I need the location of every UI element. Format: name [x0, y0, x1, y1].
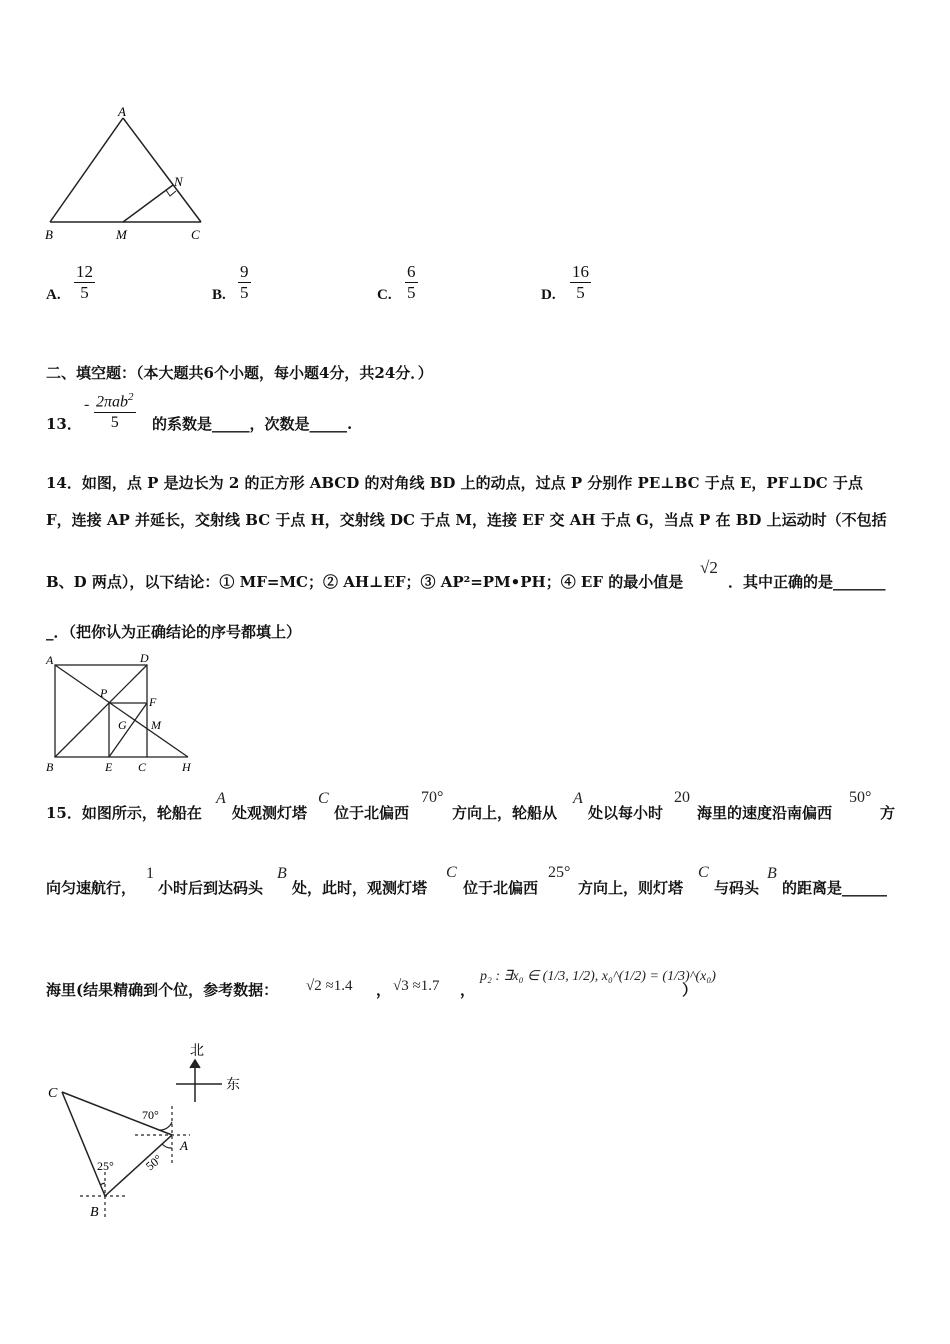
q15-l3-comma2: ， — [460, 981, 476, 999]
q13-frac-den: 5 — [110, 414, 119, 432]
option-a-fraction — [74, 262, 95, 303]
q15-l1-20: 20 — [674, 789, 690, 806]
q15-l3-p2: p₂ : ∃x₀ ∈ (1/3, 1/2), x₀^(1/2) = (1/3)^(x₀) — [480, 969, 716, 984]
q15-l2-C2: C — [698, 864, 709, 881]
q15-l2-25: 25° — [548, 864, 571, 881]
sq-label-P: P — [100, 686, 108, 700]
q15-l2-g: 的距离是______ — [782, 879, 888, 897]
triangle-figure — [40, 100, 220, 245]
q13-frac-sup: 2 — [128, 391, 134, 403]
label-M: M — [116, 227, 127, 242]
option-b-den: 5 — [240, 283, 249, 302]
option-c-fraction — [405, 262, 418, 303]
q14-line4: _．（把你认为正确结论的序号都填上） — [46, 623, 302, 641]
q15-l1-c: 位于北偏西 — [334, 804, 410, 822]
q15-l2-a: 向匀速航行， — [46, 879, 137, 897]
q15-l3-end: ） — [682, 981, 698, 999]
option-d-den: 5 — [576, 283, 585, 302]
sq-label-M: M — [151, 718, 161, 732]
q15-l1-d: 方向上，轮船从 — [452, 804, 558, 822]
option-d-num: 16 — [572, 262, 589, 281]
q15-l2-B: B — [277, 865, 287, 882]
q14-sqrt2: √2 — [700, 558, 718, 577]
sq-label-F: F — [149, 695, 157, 709]
sq-label-H: H — [182, 760, 191, 774]
nav-label-B: B — [90, 1205, 99, 1220]
q15-l2-e: 方向上，则灯塔 — [578, 879, 684, 897]
sq-label-E: E — [105, 760, 113, 774]
q15-l2-d: 位于北偏西 — [463, 879, 539, 897]
q15-l3-comma: ， — [376, 981, 392, 999]
q15-l2-B2: B — [767, 865, 777, 882]
q14-line2: F，连接 AP 并延长，交射线 BC 于点 H，交射线 DC 于点 M，连接 EF 交 AH 于点 G，当点 P 在 BD 上运动时（不包括 — [46, 511, 887, 529]
q15-l1-b: 处观测灯塔 — [232, 804, 308, 822]
angle-25: 25° — [97, 1159, 114, 1173]
option-b-fraction — [238, 262, 251, 303]
q14-line3-a: B、D 两点），以下结论：① MF=MC；② AH⊥EF；③ AP²=PM•PH；④ EF 的最小值是 — [46, 573, 684, 591]
option-d-letter: D. — [541, 287, 556, 303]
q13-number: 13． — [46, 415, 82, 433]
q15-l2-c: 处，此时，观测灯塔 — [292, 879, 428, 897]
q15-l1-e: 处以每小时 — [588, 804, 664, 822]
q15-l1-50: 50° — [849, 789, 872, 806]
label-N: N — [174, 174, 183, 189]
option-c-den: 5 — [407, 283, 416, 302]
q15-l1-f: 海里的速度沿南偏西 — [697, 804, 833, 822]
q15-l2-f: 与码头 — [714, 879, 760, 897]
q13-fraction — [94, 387, 136, 433]
option-a-den: 5 — [80, 283, 89, 302]
navigation-figure — [40, 1040, 260, 1225]
q15-l3-a: 海里(结果精确到个位，参考数据： — [46, 981, 279, 999]
option-d-fraction — [570, 262, 591, 303]
nav-label-C: C — [48, 1086, 58, 1101]
north-label: 北 — [190, 1044, 204, 1059]
q14-line1: 14．如图，点 P 是边长为 2 的正方形 ABCD 的对角线 BD 上的动点，过点 P 分别作 PE⊥BC 于点 E，PF⊥DC 于点 — [46, 474, 863, 492]
option-b-num: 9 — [240, 262, 249, 281]
option-a-letter: A. — [46, 287, 61, 303]
east-label: 东 — [226, 1078, 240, 1093]
square-figure — [40, 650, 200, 775]
angle-70: 70° — [142, 1108, 159, 1122]
q15-l1-A: A — [216, 790, 226, 807]
q13-text: 的系数是_____，次数是_____. — [152, 415, 353, 433]
q15-l1-a: 15．如图所示，轮船在 — [46, 804, 202, 822]
q14-line3-b: ．其中正确的是_______ — [728, 573, 886, 591]
option-c-num: 6 — [407, 262, 416, 281]
q15-l1-70: 70° — [421, 789, 444, 806]
option-c-letter: C. — [377, 287, 392, 303]
sq-label-D: D — [140, 651, 149, 665]
q13-minus: - — [84, 396, 90, 413]
nav-label-A: A — [180, 1138, 188, 1153]
q15-l2-b: 小时后到达码头 — [158, 879, 264, 897]
q15-l2-C: C — [446, 864, 457, 881]
label-C: C — [191, 227, 200, 242]
q15-l1-g: 方 — [880, 804, 896, 822]
sq-label-B: B — [46, 760, 54, 774]
option-b-letter: B. — [212, 287, 226, 303]
angle-50: 50° — [142, 1151, 165, 1174]
label-B: B — [45, 227, 53, 242]
q15-l3-sqrt3: √3 ≈1.7 — [393, 978, 440, 994]
label-A: A — [118, 104, 126, 119]
q15-l3-sqrt2: √2 ≈1.4 — [306, 978, 353, 994]
q15-l2-1: 1 — [146, 865, 154, 882]
q15-l1-A2: A — [573, 790, 583, 807]
section2-title: 二、填空题：（本大题共6个小题，每小题4分，共24分．） — [46, 364, 433, 382]
sq-label-C: C — [138, 760, 147, 774]
option-a-num: 12 — [76, 262, 93, 281]
q15-l1-C: C — [318, 790, 329, 807]
sq-label-A: A — [46, 653, 54, 667]
sq-label-G: G — [118, 718, 127, 732]
q13-frac-num: 2πab — [96, 393, 129, 411]
